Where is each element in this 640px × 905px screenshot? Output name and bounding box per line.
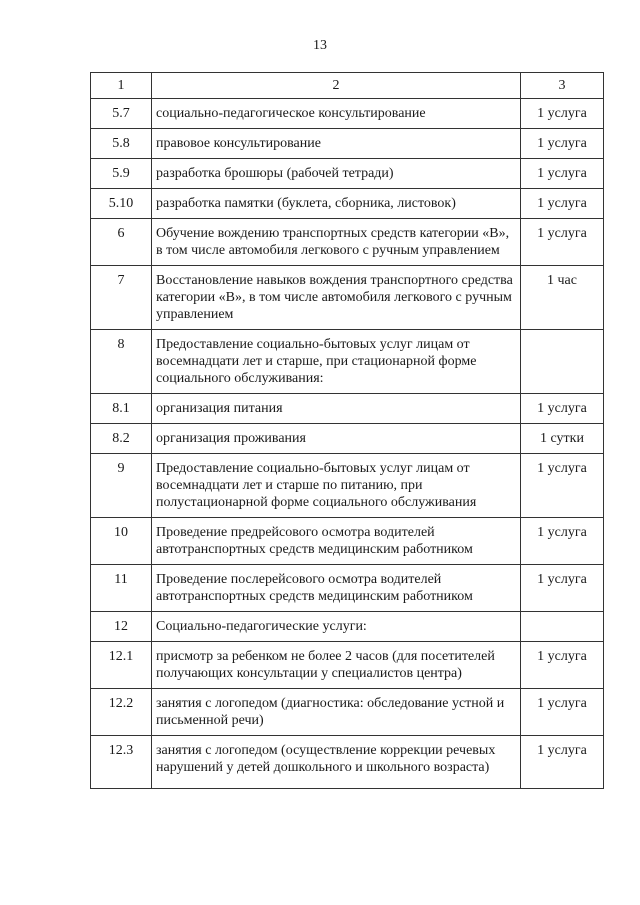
column-header-unit: 3: [521, 73, 604, 99]
service-unit: 1 услуга: [521, 736, 604, 789]
service-name: разработка памятки (буклета, сборника, листовок): [152, 189, 521, 219]
service-name: правовое консультирование: [152, 129, 521, 159]
table-row: [91, 736, 604, 789]
row-number: 12.3: [91, 736, 152, 789]
service-name: Проведение предрейсового осмотра водителей автотранспортных средств медицинским работником: [152, 518, 521, 565]
column-header-name: 2: [152, 73, 521, 99]
row-number: 8.2: [91, 424, 152, 454]
service-name: социально-педагогическое консультирование: [152, 99, 521, 129]
table-row: [91, 394, 604, 424]
service-unit: 1 услуга: [521, 689, 604, 736]
service-name: присмотр за ребенком не более 2 часов (для посетителей получающих консультации у специалистов центра): [152, 642, 521, 689]
table-row: [91, 424, 604, 454]
service-name: организация проживания: [152, 424, 521, 454]
table-row: [91, 330, 604, 394]
table-row: [91, 454, 604, 518]
row-number: 9: [91, 454, 152, 518]
service-unit: [521, 330, 604, 394]
service-unit: 1 услуга: [521, 454, 604, 518]
service-name: организация питания: [152, 394, 521, 424]
table-row: [91, 612, 604, 642]
service-unit: 1 услуга: [521, 394, 604, 424]
row-number: 11: [91, 565, 152, 612]
service-name: Обучение вождению транспортных средств категории «В», в том числе автомобиля легкового с ручным управлением: [152, 219, 521, 266]
table-row: [91, 219, 604, 266]
service-unit: 1 услуга: [521, 565, 604, 612]
row-number: 5.7: [91, 99, 152, 129]
service-name: Восстановление навыков вождения транспортного средства категории «В», в том числе автомобиля легкового с ручным управлением: [152, 266, 521, 330]
service-name: Социально-педагогические услуги:: [152, 612, 521, 642]
table-row: [91, 565, 604, 612]
services-table: [90, 72, 604, 789]
table-row: [91, 189, 604, 219]
service-name: разработка брошюры (рабочей тетради): [152, 159, 521, 189]
row-number: 12: [91, 612, 152, 642]
service-unit: 1 сутки: [521, 424, 604, 454]
table-row: [91, 689, 604, 736]
row-number: 8: [91, 330, 152, 394]
row-number: 7: [91, 266, 152, 330]
service-unit: 1 услуга: [521, 518, 604, 565]
page-number: 13: [313, 38, 327, 53]
row-number: 5.8: [91, 129, 152, 159]
row-number: 12.1: [91, 642, 152, 689]
row-number: 10: [91, 518, 152, 565]
row-number: 5.10: [91, 189, 152, 219]
service-unit: 1 услуга: [521, 159, 604, 189]
column-header-number: 1: [91, 73, 152, 99]
table-row: [91, 129, 604, 159]
table-row: [91, 642, 604, 689]
table-row: [91, 518, 604, 565]
service-unit: 1 услуга: [521, 642, 604, 689]
service-unit: 1 услуга: [521, 189, 604, 219]
table-row: [91, 266, 604, 330]
table-row: [91, 159, 604, 189]
service-name: Предоставление социально-бытовых услуг лицам от восемнадцати лет и старше, при стационарной форме социального обслуживания:: [152, 330, 521, 394]
service-name: Проведение послерейсового осмотра водителей автотранспортных средств медицинским работником: [152, 565, 521, 612]
service-unit: 1 услуга: [521, 129, 604, 159]
row-number: 12.2: [91, 689, 152, 736]
table-header-row: [91, 73, 604, 99]
table-row: [91, 99, 604, 129]
service-name: Предоставление социально-бытовых услуг лицам от восемнадцати лет и старше по питанию, при полустационарной форме социального обслуживания: [152, 454, 521, 518]
service-name: занятия с логопедом (диагностика: обследование устной и письменной речи): [152, 689, 521, 736]
service-name: занятия с логопедом (осуществление коррекции речевых нарушений у детей дошкольного и школьного возраста): [152, 736, 521, 789]
row-number: 5.9: [91, 159, 152, 189]
service-unit: [521, 612, 604, 642]
service-unit: 1 услуга: [521, 99, 604, 129]
service-unit: 1 час: [521, 266, 604, 330]
service-unit: 1 услуга: [521, 219, 604, 266]
row-number: 6: [91, 219, 152, 266]
row-number: 8.1: [91, 394, 152, 424]
